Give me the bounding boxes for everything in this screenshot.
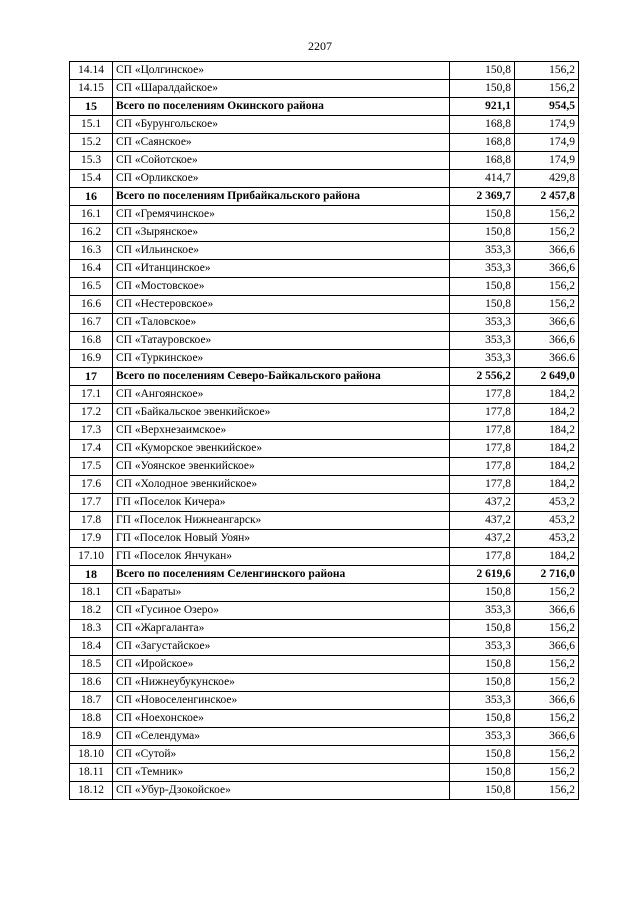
value-2-cell: 174,9 [515,134,579,152]
value-2-cell: 184,2 [515,458,579,476]
settlement-name-cell: СП «Бурунгольское» [113,116,450,134]
row-number-cell: 16.1 [70,206,113,224]
table-row [70,296,579,314]
table-row [70,746,579,764]
settlement-name-cell: СП «Нижнеубукунское» [113,674,450,692]
row-number-cell: 17.3 [70,422,113,440]
table-row [70,692,579,710]
value-2-cell: 156,2 [515,620,579,638]
value-2-cell: 954,5 [515,98,579,116]
value-2-cell: 156,2 [515,746,579,764]
row-number-cell: 17.8 [70,512,113,530]
value-1-cell: 353,3 [450,728,515,746]
row-number-cell: 15 [70,98,113,116]
settlement-name-cell: ГП «Поселок Новый Уоян» [113,530,450,548]
row-number-cell: 18.12 [70,782,113,800]
table-row [70,350,579,368]
table-row [70,674,579,692]
page-number: 2207 [308,39,332,53]
value-1-cell: 2 369,7 [450,188,515,206]
settlement-name-cell: Всего по поселениям Прибайкальского района [113,188,450,206]
settlement-name-cell: СП «Новоселенгинское» [113,692,450,710]
value-2-cell: 366,6 [515,692,579,710]
table-row [70,314,579,332]
value-2-cell: 174,9 [515,152,579,170]
value-2-cell: 2 649,0 [515,368,579,386]
value-2-cell: 429,8 [515,170,579,188]
settlement-name-cell: СП «Гусиное Озеро» [113,602,450,620]
value-2-cell: 366,6 [515,314,579,332]
settlement-name-cell: СП «Таловское» [113,314,450,332]
row-number-cell: 16.3 [70,242,113,260]
table-row [70,80,579,98]
value-1-cell: 177,8 [450,440,515,458]
settlement-name-cell: СП «Жаргаланта» [113,620,450,638]
settlement-name-cell: СП «Шаралдайское» [113,80,450,98]
row-number-cell: 14.14 [70,62,113,80]
value-2-cell: 174,9 [515,116,579,134]
table-row [70,764,579,782]
value-1-cell: 177,8 [450,404,515,422]
value-2-cell: 2 716,0 [515,566,579,584]
row-number-cell: 16.9 [70,350,113,368]
row-number-cell: 16.4 [70,260,113,278]
value-2-cell: 184,2 [515,476,579,494]
settlement-name-cell: СП «Орликское» [113,170,450,188]
row-number-cell: 17.6 [70,476,113,494]
settlement-name-cell: СП «Сутой» [113,746,450,764]
row-number-cell: 17.1 [70,386,113,404]
table-row [70,260,579,278]
value-1-cell: 150,8 [450,206,515,224]
table-row [70,116,579,134]
row-number-cell: 18.11 [70,764,113,782]
value-2-cell: 366,6 [515,332,579,350]
value-1-cell: 353,3 [450,242,515,260]
table-row [70,602,579,620]
row-number-cell: 17.9 [70,530,113,548]
table-row [70,638,579,656]
settlement-name-cell: Всего по поселениям Северо-Байкальского района [113,368,450,386]
value-1-cell: 2 619,6 [450,566,515,584]
table-row [70,170,579,188]
row-number-cell: 18.10 [70,746,113,764]
value-2-cell: 184,2 [515,404,579,422]
settlement-name-cell: СП «Татауровское» [113,332,450,350]
row-number-cell: 18.2 [70,602,113,620]
table-row [70,62,579,80]
row-number-cell: 16.2 [70,224,113,242]
table-row [70,332,579,350]
settlement-name-cell: СП «Бараты» [113,584,450,602]
value-1-cell: 150,8 [450,296,515,314]
value-2-cell: 2 457,8 [515,188,579,206]
value-1-cell: 150,8 [450,620,515,638]
table-row [70,440,579,458]
value-1-cell: 168,8 [450,116,515,134]
settlement-name-cell: Всего по поселениям Окинского района [113,98,450,116]
value-1-cell: 150,8 [450,80,515,98]
settlement-name-cell: ГП «Поселок Янчукан» [113,548,450,566]
value-2-cell: 156,2 [515,656,579,674]
district-total-row [70,188,579,206]
row-number-cell: 16.5 [70,278,113,296]
value-1-cell: 2 556,2 [450,368,515,386]
value-1-cell: 177,8 [450,386,515,404]
value-1-cell: 353,3 [450,602,515,620]
value-1-cell: 437,2 [450,494,515,512]
row-number-cell: 15.2 [70,134,113,152]
row-number-cell: 16 [70,188,113,206]
value-1-cell: 177,8 [450,458,515,476]
value-2-cell: 366,6 [515,242,579,260]
value-1-cell: 177,8 [450,476,515,494]
table-row [70,584,579,602]
value-2-cell: 156,2 [515,296,579,314]
settlement-name-cell: СП «Убур-Дзокойское» [113,782,450,800]
value-2-cell: 156,2 [515,710,579,728]
value-2-cell: 156,2 [515,782,579,800]
settlement-name-cell: СП «Селендума» [113,728,450,746]
row-number-cell: 18.4 [70,638,113,656]
table-row [70,728,579,746]
settlement-name-cell: СП «Байкальское эвенкийское» [113,404,450,422]
value-1-cell: 150,8 [450,224,515,242]
value-1-cell: 150,8 [450,674,515,692]
table-row [70,530,579,548]
value-2-cell: 156,2 [515,674,579,692]
table-row [70,152,579,170]
value-2-cell: 156,2 [515,62,579,80]
table-row [70,494,579,512]
settlement-name-cell: СП «Нестеровское» [113,296,450,314]
settlement-name-cell: СП «Ноехонское» [113,710,450,728]
settlement-name-cell: СП «Иройское» [113,656,450,674]
row-number-cell: 17.10 [70,548,113,566]
settlement-name-cell: СП «Уоянское эвенкийское» [113,458,450,476]
table-body [70,62,579,800]
table-row [70,548,579,566]
value-1-cell: 353,3 [450,314,515,332]
settlement-name-cell: СП «Ильинское» [113,242,450,260]
row-number-cell: 18.8 [70,710,113,728]
value-1-cell: 437,2 [450,530,515,548]
settlement-name-cell: СП «Гремячинское» [113,206,450,224]
district-total-row [70,566,579,584]
table-row [70,512,579,530]
table-row [70,224,579,242]
row-number-cell: 15.3 [70,152,113,170]
value-1-cell: 150,8 [450,62,515,80]
settlement-name-cell: СП «Мостовское» [113,278,450,296]
settlement-name-cell: СП «Саянское» [113,134,450,152]
row-number-cell: 18.6 [70,674,113,692]
settlement-name-cell: СП «Ангоянское» [113,386,450,404]
value-2-cell: 156,2 [515,584,579,602]
settlement-name-cell: СП «Верхнезаимское» [113,422,450,440]
row-number-cell: 17.4 [70,440,113,458]
table-row [70,782,579,800]
value-1-cell: 150,8 [450,278,515,296]
row-number-cell: 16.7 [70,314,113,332]
table-row [70,206,579,224]
settlement-name-cell: СП «Темник» [113,764,450,782]
value-2-cell: 184,2 [515,386,579,404]
settlement-name-cell: СП «Сойотское» [113,152,450,170]
row-number-cell: 17.5 [70,458,113,476]
value-1-cell: 177,8 [450,422,515,440]
value-2-cell: 156,2 [515,206,579,224]
value-1-cell: 150,8 [450,764,515,782]
allocation-table [69,61,579,800]
value-2-cell: 366,6 [515,728,579,746]
table-row [70,134,579,152]
row-number-cell: 18 [70,566,113,584]
value-2-cell: 184,2 [515,440,579,458]
value-1-cell: 353,3 [450,692,515,710]
value-1-cell: 921,1 [450,98,515,116]
settlement-name-cell: СП «Холодное эвенкийское» [113,476,450,494]
row-number-cell: 18.7 [70,692,113,710]
value-1-cell: 353,3 [450,332,515,350]
value-1-cell: 168,8 [450,134,515,152]
settlement-name-cell: ГП «Поселок Нижнеангарск» [113,512,450,530]
row-number-cell: 16.8 [70,332,113,350]
value-2-cell: 156,2 [515,764,579,782]
row-number-cell: 17 [70,368,113,386]
value-2-cell: 184,2 [515,422,579,440]
row-number-cell: 18.9 [70,728,113,746]
value-1-cell: 150,8 [450,710,515,728]
row-number-cell: 18.1 [70,584,113,602]
value-1-cell: 177,8 [450,548,515,566]
value-1-cell: 168,8 [450,152,515,170]
settlement-name-cell: Всего по поселениям Селенгинского района [113,566,450,584]
value-1-cell: 150,8 [450,782,515,800]
row-number-cell: 18.3 [70,620,113,638]
value-1-cell: 150,8 [450,656,515,674]
value-1-cell: 353,3 [450,638,515,656]
value-2-cell: 366,6 [515,602,579,620]
table-row [70,710,579,728]
row-number-cell: 15.4 [70,170,113,188]
value-1-cell: 437,2 [450,512,515,530]
settlement-name-cell: СП «Цолгинское» [113,62,450,80]
settlement-name-cell: СП «Куморское эвенкийское» [113,440,450,458]
value-1-cell: 353,3 [450,260,515,278]
table-row [70,278,579,296]
row-number-cell: 17.2 [70,404,113,422]
table-row [70,620,579,638]
value-2-cell: 453,2 [515,494,579,512]
table-row [70,656,579,674]
settlement-name-cell: СП «Туркинское» [113,350,450,368]
settlement-name-cell: ГП «Поселок Кичера» [113,494,450,512]
value-1-cell: 414,7 [450,170,515,188]
settlement-name-cell: СП «Зырянское» [113,224,450,242]
settlement-name-cell: СП «Загустайское» [113,638,450,656]
row-number-cell: 18.5 [70,656,113,674]
row-number-cell: 16.6 [70,296,113,314]
row-number-cell: 15.1 [70,116,113,134]
table-row [70,458,579,476]
table-row [70,404,579,422]
value-1-cell: 150,8 [450,746,515,764]
value-2-cell: 156,2 [515,278,579,296]
district-total-row [70,368,579,386]
value-2-cell: 366,6 [515,638,579,656]
table-row [70,422,579,440]
district-total-row [70,98,579,116]
value-1-cell: 150,8 [450,584,515,602]
row-number-cell: 14.15 [70,80,113,98]
value-2-cell: 184,2 [515,548,579,566]
settlement-name-cell: СП «Итанцинское» [113,260,450,278]
value-2-cell: 366.6 [515,350,579,368]
value-2-cell: 453,2 [515,530,579,548]
value-2-cell: 156,2 [515,80,579,98]
table-row [70,386,579,404]
row-number-cell: 17.7 [70,494,113,512]
table-row [70,242,579,260]
table-row [70,476,579,494]
value-1-cell: 353,3 [450,350,515,368]
value-2-cell: 453,2 [515,512,579,530]
value-2-cell: 156,2 [515,224,579,242]
value-2-cell: 366,6 [515,260,579,278]
